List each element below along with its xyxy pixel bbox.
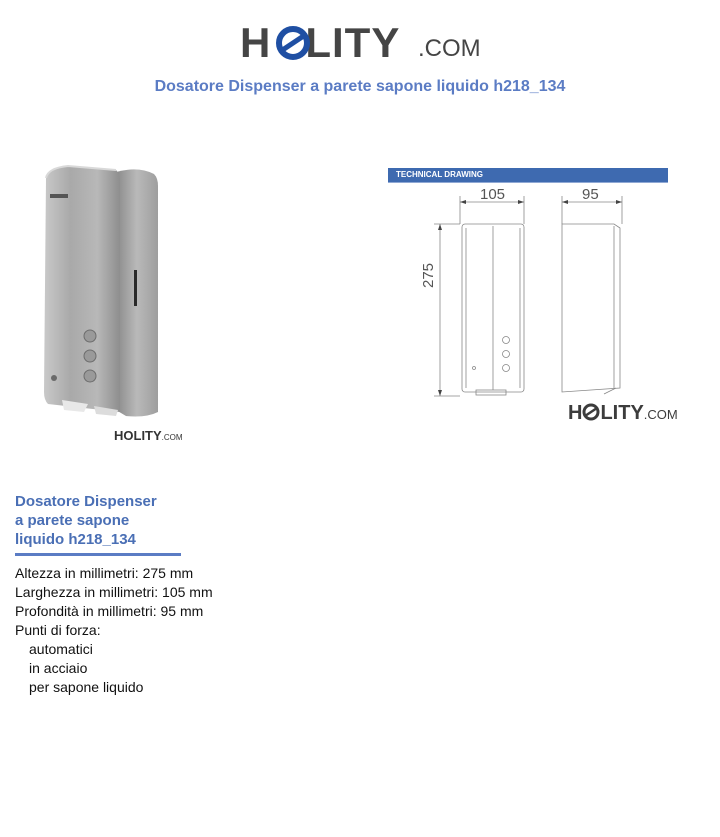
logo-o-icon: [276, 26, 310, 60]
technical-drawing-header: TECHNICAL DRAWING: [388, 168, 668, 182]
spec-width: Larghezza in millimetri: 105 mm: [15, 584, 213, 600]
strength-item: per sapone liquido: [29, 679, 144, 695]
drawing-watermark-logo: H LITY.COM: [568, 402, 678, 424]
product-title-line: a parete sapone: [15, 512, 130, 529]
spec-height: Altezza in millimetri: 275 mm: [15, 565, 194, 581]
height-dimension-label: 275: [420, 262, 437, 288]
depth-dimension-label: 95: [582, 186, 599, 203]
technical-drawing: [388, 168, 668, 408]
product-specs: [15, 564, 213, 697]
product-title: [15, 492, 185, 549]
strength-item: automatici: [29, 641, 93, 657]
logo-o-icon: [582, 403, 600, 421]
page-subtitle: Dosatore Dispenser a parete sapone liquido h218_134: [154, 78, 566, 95]
site-logo[interactable]: [240, 20, 480, 66]
product-title-line: Dosatore Dispenser: [15, 493, 157, 510]
title-underline: [15, 553, 181, 556]
width-dimension-label: 105: [480, 186, 506, 203]
product-photo: [38, 160, 168, 422]
spec-depth: Profondità in millimetri: 95 mm: [15, 603, 204, 619]
drawing-lines: [388, 168, 668, 408]
product-title-line: liquido h218_134: [15, 531, 136, 548]
logo-wordmark: H LITY: [240, 19, 401, 66]
strength-item: in acciaio: [29, 660, 88, 676]
photo-watermark-logo: HOLITY.COM: [114, 428, 183, 443]
strengths-heading: Punti di forza:: [15, 622, 101, 638]
logo-domain: .COM: [418, 35, 481, 62]
